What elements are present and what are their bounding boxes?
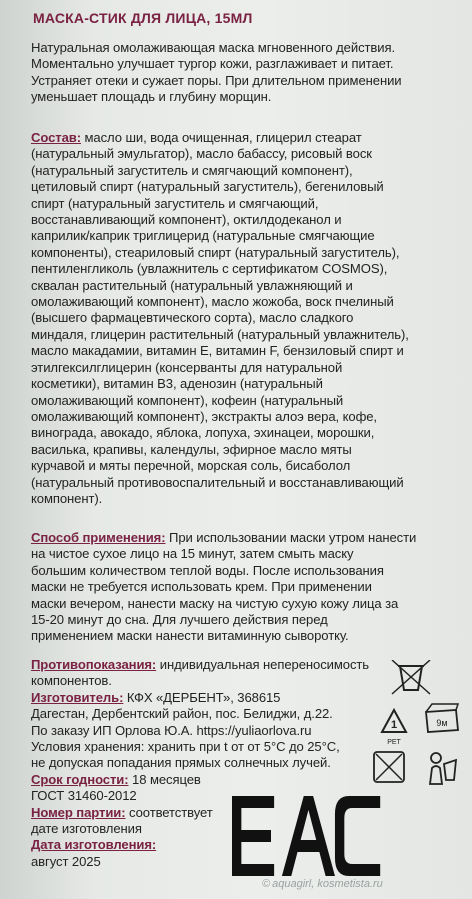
composition-line: василька, крапивы, календулы, эфирное масло мяты xyxy=(31,441,352,457)
shelf-life-label: Срок годности: xyxy=(31,771,129,787)
composition-line: (натуральный противовоспалительный и восстанавливающий xyxy=(31,474,404,490)
composition-line: каприлик/каприк триглицерид (натуральные смягчающие xyxy=(31,228,375,244)
composition-line: омолаживающий компонент), кофеин (натуральный xyxy=(31,392,344,408)
usage-label: Способ применения: xyxy=(31,530,166,545)
eac-mark xyxy=(232,794,388,878)
usage-line: 15-20 минут до сна. Для лучшего действия перед xyxy=(31,612,328,628)
composition-line: пентиленгликоль (увлажнитель с сертификатом COSMOS), xyxy=(31,261,388,277)
usage-line: большим количеством теплой воды. После использования xyxy=(31,562,384,578)
composition-line: (натуральный эмульгатор), масло бабассу, рисовый воск xyxy=(31,146,372,162)
made-label: Дата изготовления: xyxy=(31,837,157,853)
composition-line: курчавой и мяты перечной, морская соль, бисаболол xyxy=(31,458,351,474)
batch-value: соответствует xyxy=(125,804,213,820)
eac-logo xyxy=(232,794,388,891)
pao-label: 9м xyxy=(436,718,448,728)
composition-label: Состав: xyxy=(31,130,81,145)
storage-conditions-2: не допуская попадания прямых солнечных лучей. xyxy=(31,755,331,771)
composition-line: омолаживающий компонент), масло жожоба, воск пчелиный xyxy=(31,294,394,310)
composition-line: (высшего фармацевтического сорта), масло сладкого xyxy=(31,310,354,326)
recycle-number: 1 xyxy=(390,719,398,731)
intro-line: Моментально улучшает тургор кожи, разглаживает и питает. xyxy=(31,56,394,72)
watermark xyxy=(262,878,383,890)
bin-disposal-icon xyxy=(392,660,430,694)
usage-line: маски вечером, нанести маску на чистую сухую кожу лица за xyxy=(31,595,399,611)
manufacturer-label: Изготовитель: xyxy=(31,689,124,705)
tidyman-icon xyxy=(430,753,456,784)
contraindications-label: Противопоказания: xyxy=(31,657,157,672)
made-value: август 2025 xyxy=(31,853,101,869)
usage-text: При использовании маски утром нанести xyxy=(165,530,417,545)
watermark-text: aquagirl, kosmetista.ru xyxy=(272,878,383,890)
composition-line: миндаля, глицерин растительный (натуральный увлажнитель), xyxy=(31,326,409,342)
usage-section xyxy=(31,530,463,645)
composition-line: омолаживающий компонент), экстракты алоэ вера, кофе, xyxy=(31,408,377,424)
manufacturer-order: По заказу ИП Орлова Ю.А. https://yuliaorlova.ru xyxy=(31,722,312,738)
usage-line: маски не требуется использовать крем. При применении xyxy=(31,579,372,595)
usage-first-line xyxy=(31,530,463,546)
intro-line: Натуральная омолаживающая маска мгновенного действия. xyxy=(31,40,396,55)
intro-line: уменьшает площадь и глубину морщин. xyxy=(31,89,272,105)
batch-label: Номер партии: xyxy=(31,804,126,820)
contraindications-line-2: компонентов. xyxy=(31,673,112,689)
composition-line: компонент). xyxy=(31,490,103,506)
composition-line: винограда, авокадо, яблока, лопуха, эхинацеи, морошки, xyxy=(31,425,375,441)
composition-line: компоненты), стеариловый спирт (натуральный загуститель), xyxy=(31,244,400,260)
contraindications-text: индивидуальная непереносимость xyxy=(156,657,370,672)
product-title: МАСКА-СТИК ДЛЯ ЛИЦА, 15МЛ xyxy=(33,10,253,26)
usage-line: на чистое сухое лицо на 15 минут, затем смыть маску xyxy=(31,546,354,562)
composition-line: восстанавливающий компонент), октилдодеканол и xyxy=(31,212,342,228)
composition-text: масло ши, вода очищенная, глицерил стеарат xyxy=(80,130,362,145)
composition-line: (натуральный загуститель и смягчающий компонент), xyxy=(31,162,353,178)
composition-line: масло макадамии, витамин E, витамин F, бензиловый спирт и xyxy=(31,343,404,359)
recycle-icon xyxy=(382,710,406,746)
storage-conditions: Условия хранения: хранить при t от от 5°C до 25°C, xyxy=(31,739,340,755)
gost-line: ГОСТ 31460-2012 xyxy=(31,788,137,804)
copyright-icon: © xyxy=(262,878,271,890)
composition-first-line xyxy=(31,130,463,146)
composition-line: спирт (натуральный загуститель и смягчающий, xyxy=(31,195,319,211)
intro-line: Устраняет отеки и сужает поры. При длительном применении xyxy=(31,72,402,88)
shelf-life-value: 18 месяцев xyxy=(128,771,201,787)
composition-line: цетиловый спирт (натуральный загуститель), бегениловый xyxy=(31,179,384,195)
recycle-code: PET xyxy=(387,739,401,746)
composition-section xyxy=(31,130,463,507)
packaging-icons xyxy=(372,660,467,790)
manufacturer-address: Дагестан, Дербентский район, пос. Белиджи, д.22. xyxy=(31,706,333,722)
not-for-food-icon xyxy=(374,752,404,782)
manufacturer-text: КФХ «ДЕРБЕНТ», 368615 xyxy=(123,689,281,705)
intro-text xyxy=(31,40,463,106)
batch-line-2: дате изготовления xyxy=(31,821,142,837)
composition-line: косметики), витамин B3, аденозин (натуральный xyxy=(31,376,323,392)
usage-line: применением маски нанести витаминную сыворотку. xyxy=(31,628,349,644)
composition-line: этилгексилглицерин (консерванты для натуральной xyxy=(31,359,343,375)
pao-jar-icon xyxy=(426,704,458,732)
composition-line: сквалан растительный (натуральный увлажняющий и xyxy=(31,277,353,293)
